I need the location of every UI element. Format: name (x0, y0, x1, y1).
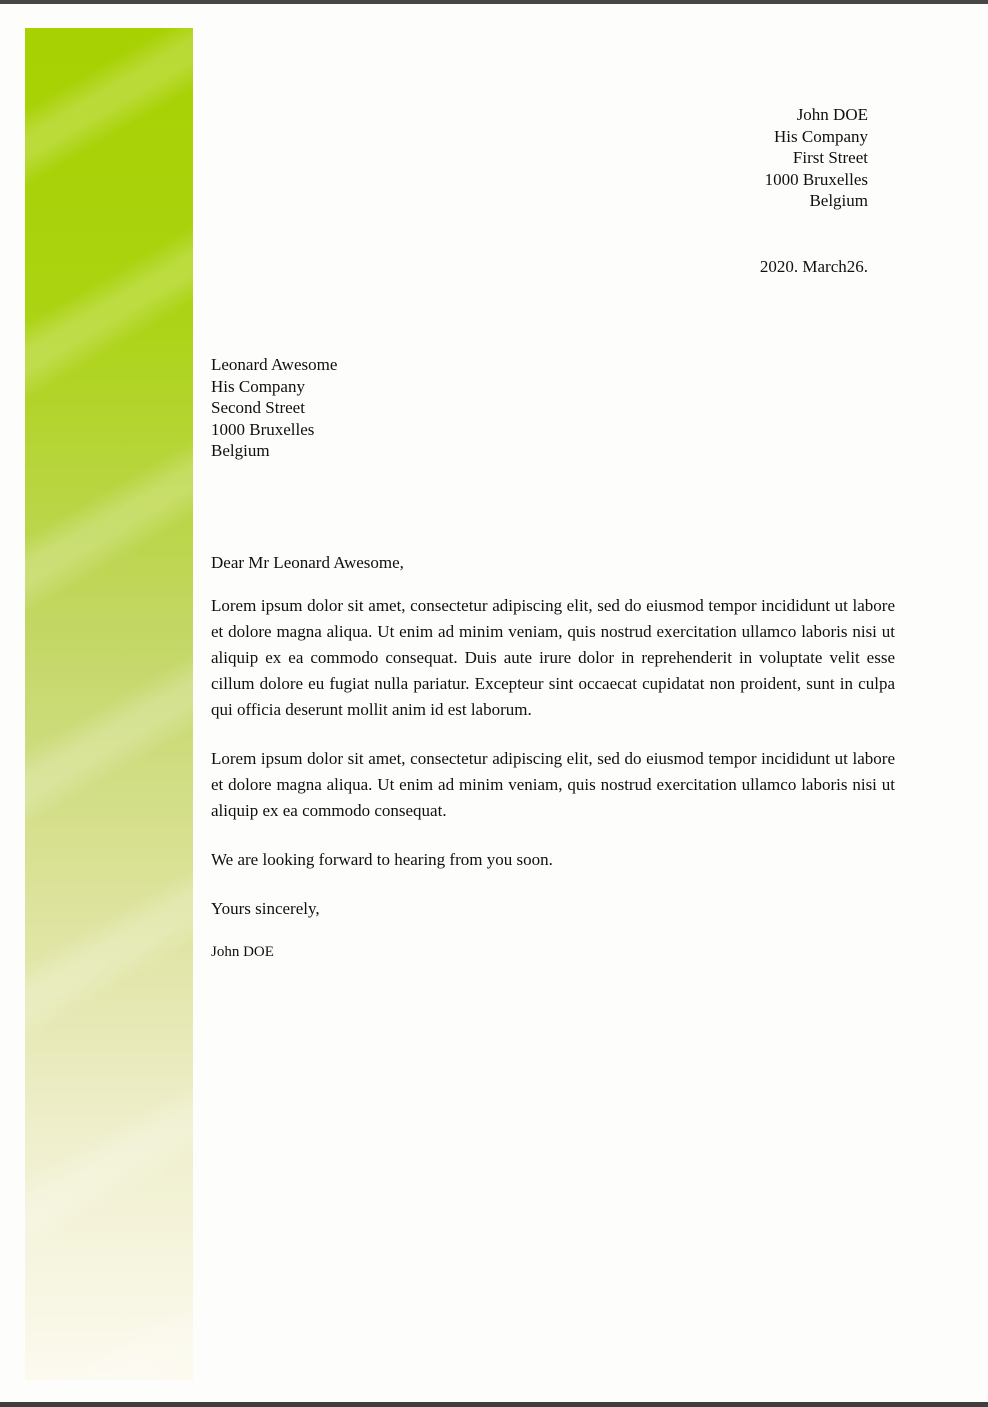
signature-name: John DOE (211, 944, 274, 960)
valediction: Yours sincerely, (211, 899, 320, 918)
recipient-address-block (211, 354, 337, 462)
body-paragraph-2: Lorem ipsum dolor sit amet, consectetur adipiscing elit, sed do eiusmod tempor incididunt ut labore et dolore magna aliqua. Ut enim ad minim veniam, quis nostrud exercitation ullamco laboris nisi ut aliquip ex ea commodo consequat. (211, 749, 895, 820)
salutation: Dear Mr Leonard Awesome, (211, 553, 404, 572)
sender-city: 1000 Bruxelles (764, 169, 868, 189)
green-gradient-sidebar (25, 28, 193, 1380)
recipient-company: His Company (211, 376, 305, 396)
page-bottom-rule (0, 1402, 988, 1407)
sender-name: John DOE (796, 105, 868, 124)
body-paragraph-1: Lorem ipsum dolor sit amet, consectetur adipiscing elit, sed do eiusmod tempor incididunt ut labore et dolore magna aliqua. Ut enim ad minim veniam, quis nostrud exercitation ullamco laboris nisi ut aliquip ex ea commodo consequat. Duis aute irure dolor in reprehenderit in voluptate velit esse cillum dolore eu fugiat nulla pariatur. Excepteur sint occaecat cupidatat non proident, sunt in culpa qui officia deserunt mollit anim id est laborum. (211, 596, 895, 719)
sender-country: Belgium (809, 191, 868, 210)
sender-street: First Street (792, 148, 868, 167)
sender-company: His Company (774, 126, 868, 146)
letter-body (211, 550, 895, 962)
recipient-city: 1000 Bruxelles (211, 419, 315, 439)
sender-address-block (765, 104, 868, 212)
letter-date: 2020. March26. (759, 257, 868, 276)
recipient-country: Belgium (211, 441, 270, 460)
recipient-name: Leonard Awesome (211, 355, 338, 374)
closing-line: We are looking forward to hearing from you soon. (211, 850, 553, 869)
page-top-rule (0, 0, 988, 4)
recipient-street: Second Street (211, 398, 305, 417)
